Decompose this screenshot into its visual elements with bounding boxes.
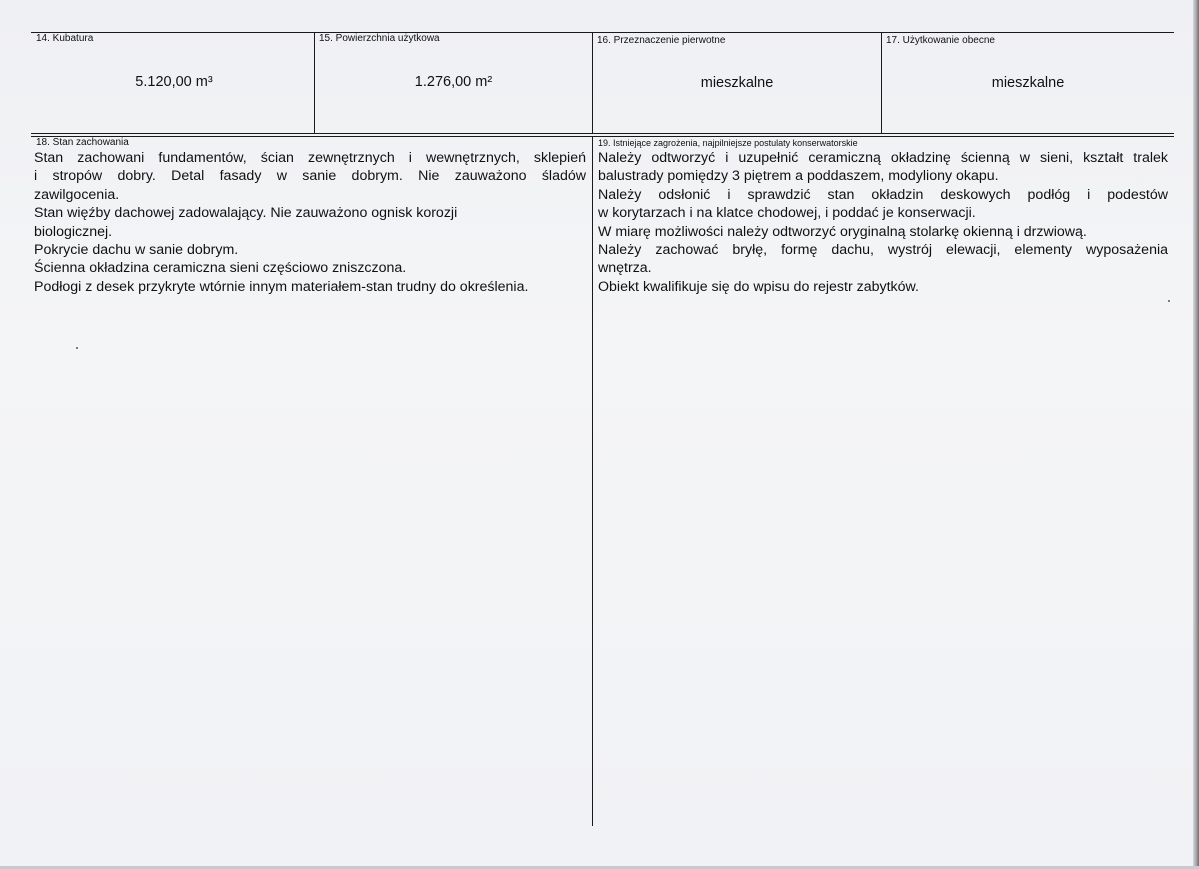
divider-18-19	[592, 136, 593, 826]
field-14-value: 5.120,00 m³	[135, 74, 213, 90]
scan-edge-right	[1193, 0, 1199, 869]
field-19-line: Należy odsłonić i sprawdzić stan okładzin deskowych podłóg i podestów	[598, 186, 1168, 203]
field-14-label: 14. Kubatura	[36, 33, 94, 44]
field-18-line: Stan zachowani fundamentów, ścian zewnętrznych i wewnętrznych, sklepień	[34, 150, 586, 166]
field-15-label: 15. Powierzchnia użytkowa	[319, 33, 440, 44]
scan-speck	[1168, 300, 1170, 302]
field-18-line: Podłogi z desek przykryte wtórnie innym materiałem-stan trudny do określenia.	[34, 278, 529, 295]
field-17-value: mieszkalne	[991, 75, 1065, 91]
field-18-line: Stan więźby dachowej zadowalający. Nie zauważono ognisk korozji	[34, 205, 458, 222]
field-19-line: w korytarzach i na klatce chodowej, i poddać je konserwacji.	[598, 205, 976, 222]
field-18-line: Ścienna okładzina ceramiczna sieni częściowo zniszczona.	[34, 260, 407, 277]
top-row-bottom-border	[31, 133, 1174, 134]
scan-speck	[76, 347, 78, 349]
field-19-line: Należy zachować bryłę, formę dachu, wystrój elewacji, elementy wyposażenia	[598, 242, 1168, 259]
field-18-line: i stropów dobry. Detal fasady w sanie dobrym. Nie zauważono śladów	[34, 168, 586, 185]
field-19-line: wnętrza.	[598, 260, 652, 277]
field-19-line: Obiekt kwalifikuje się do wpisu do rejestr zabytków.	[598, 278, 919, 295]
field-16-label: 16. Przeznaczenie pierwotne	[597, 35, 726, 46]
field-18-line: biologicznej.	[34, 223, 113, 240]
field-17-label: 17. Użytkowanie obecne	[886, 35, 995, 46]
field-18-line: zawilgocenia.	[34, 186, 120, 203]
field-19-text	[598, 149, 1168, 296]
field-16-value: mieszkalne	[700, 75, 774, 91]
field-19-line: Należy odtworzyć i uzupełnić ceramiczną okładzinę ścienną w sieni, kształt tralek	[598, 150, 1168, 166]
field-18-label: 18. Stan zachowania	[36, 137, 129, 148]
field-15-value: 1.276,00 m²	[414, 74, 493, 90]
field-18-line: Pokrycie dachu w sanie dobrym.	[34, 242, 239, 259]
top-row-top-border	[31, 32, 1174, 33]
field-19-line: balustrady pomiędzy 3 piętrem a poddaszem, modyliony okapu.	[598, 168, 999, 185]
field-19-line: W miarę możliwości należy odtworzyć oryginalną stolarkę okienną i drzwiową.	[598, 223, 1087, 240]
field-18-text	[34, 149, 586, 296]
field-19-label: 19. Istniejące zagrożenia, najpilniejsze postulaty konserwatorskie	[598, 138, 858, 148]
lower-top-border	[31, 136, 1174, 137]
